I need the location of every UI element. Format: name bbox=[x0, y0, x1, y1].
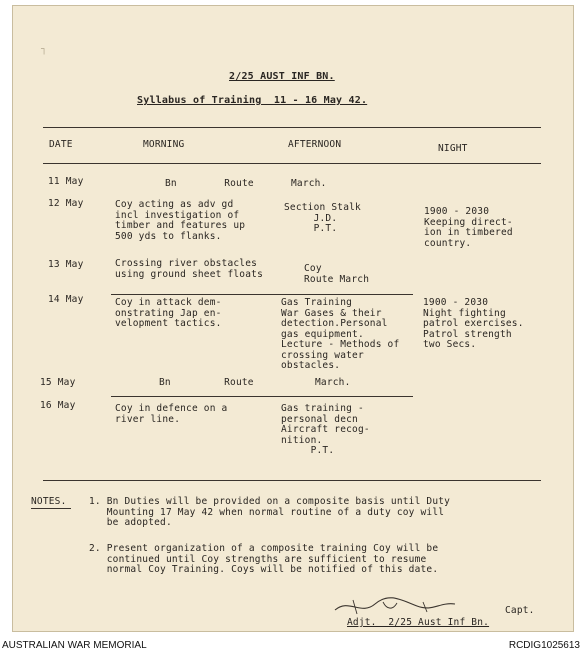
row-morning: Coy in attack dem- onstrating Jap en- velopment tactics. bbox=[115, 297, 222, 329]
signature-rank: Capt. bbox=[505, 605, 535, 616]
unit-title: 2/25 AUST INF BN. bbox=[229, 71, 335, 82]
row-afternoon: Gas Training War Gases & their detection.Personal gas equipment. Lecture - Methods of crossing water obstacles. bbox=[281, 297, 400, 371]
col-header-date: DATE bbox=[49, 139, 73, 150]
row-afternoon: Section Stalk J.D. P.T. bbox=[284, 202, 361, 234]
row-date: 12 May bbox=[48, 198, 84, 209]
handwritten-signature bbox=[331, 594, 461, 618]
notes-label: NOTES. bbox=[31, 496, 67, 507]
row-morning: Bn Route bbox=[165, 178, 254, 189]
table-bottom-rule bbox=[43, 480, 541, 481]
row-morning: Coy in defence on a river line. bbox=[115, 403, 228, 425]
col-header-morning: MORNING bbox=[143, 139, 185, 150]
col-header-night: NIGHT bbox=[438, 143, 468, 154]
binder-mark: ┐ bbox=[41, 44, 48, 55]
row-afternoon: March. bbox=[315, 377, 351, 388]
note-1: 1. Bn Duties will be provided on a composite basis until Duty Mounting 17 May 42 when normal routine of a duty coy will be adopted. bbox=[89, 496, 451, 528]
footer-source: AUSTRALIAN WAR MEMORIAL bbox=[2, 640, 147, 651]
syllabus-title: Syllabus of Training 11 - 16 May 42. bbox=[137, 95, 368, 106]
col-header-afternoon: AFTERNOON bbox=[288, 139, 342, 150]
row-morning: Bn Route bbox=[159, 377, 254, 388]
signature-appointment: Adjt. 2/25 Aust Inf Bn. bbox=[347, 617, 490, 628]
table-top-rule bbox=[43, 127, 541, 128]
row-date: 15 May bbox=[40, 377, 76, 388]
note-2: 2. Present organization of a composite training Coy will be continued until Coy strengths are sufficient to resume normal Coy Training. Coys will be notified of this date. bbox=[89, 543, 439, 575]
row-rule bbox=[111, 396, 413, 397]
row-afternoon: Gas training - personal decn Aircraft recog- nition. P.T. bbox=[281, 403, 370, 456]
row-morning: Coy acting as adv gd incl investigation of timber and features up 500 yds to flanks. bbox=[115, 199, 246, 242]
row-night: 1900 - 2030 Keeping direct- ion in timbered country. bbox=[424, 206, 513, 249]
row-date: 11 May bbox=[48, 176, 84, 187]
row-rule bbox=[111, 294, 413, 295]
footer-bar bbox=[0, 632, 584, 654]
footer-id: RCDIG1025613 bbox=[508, 640, 580, 651]
row-afternoon: Coy Route March bbox=[304, 263, 370, 285]
row-night: 1900 - 2030 Night fighting patrol exercises. Patrol strength two Secs. bbox=[423, 297, 524, 350]
notes-underline bbox=[31, 508, 71, 509]
row-date: 13 May bbox=[48, 259, 84, 270]
row-date: 16 May bbox=[40, 400, 76, 411]
document-page bbox=[12, 5, 574, 632]
row-date: 14 May bbox=[48, 294, 84, 305]
row-afternoon: March. bbox=[291, 178, 327, 189]
table-header-rule bbox=[43, 163, 541, 164]
row-morning: Crossing river obstacles using ground sheet floats bbox=[115, 258, 263, 280]
